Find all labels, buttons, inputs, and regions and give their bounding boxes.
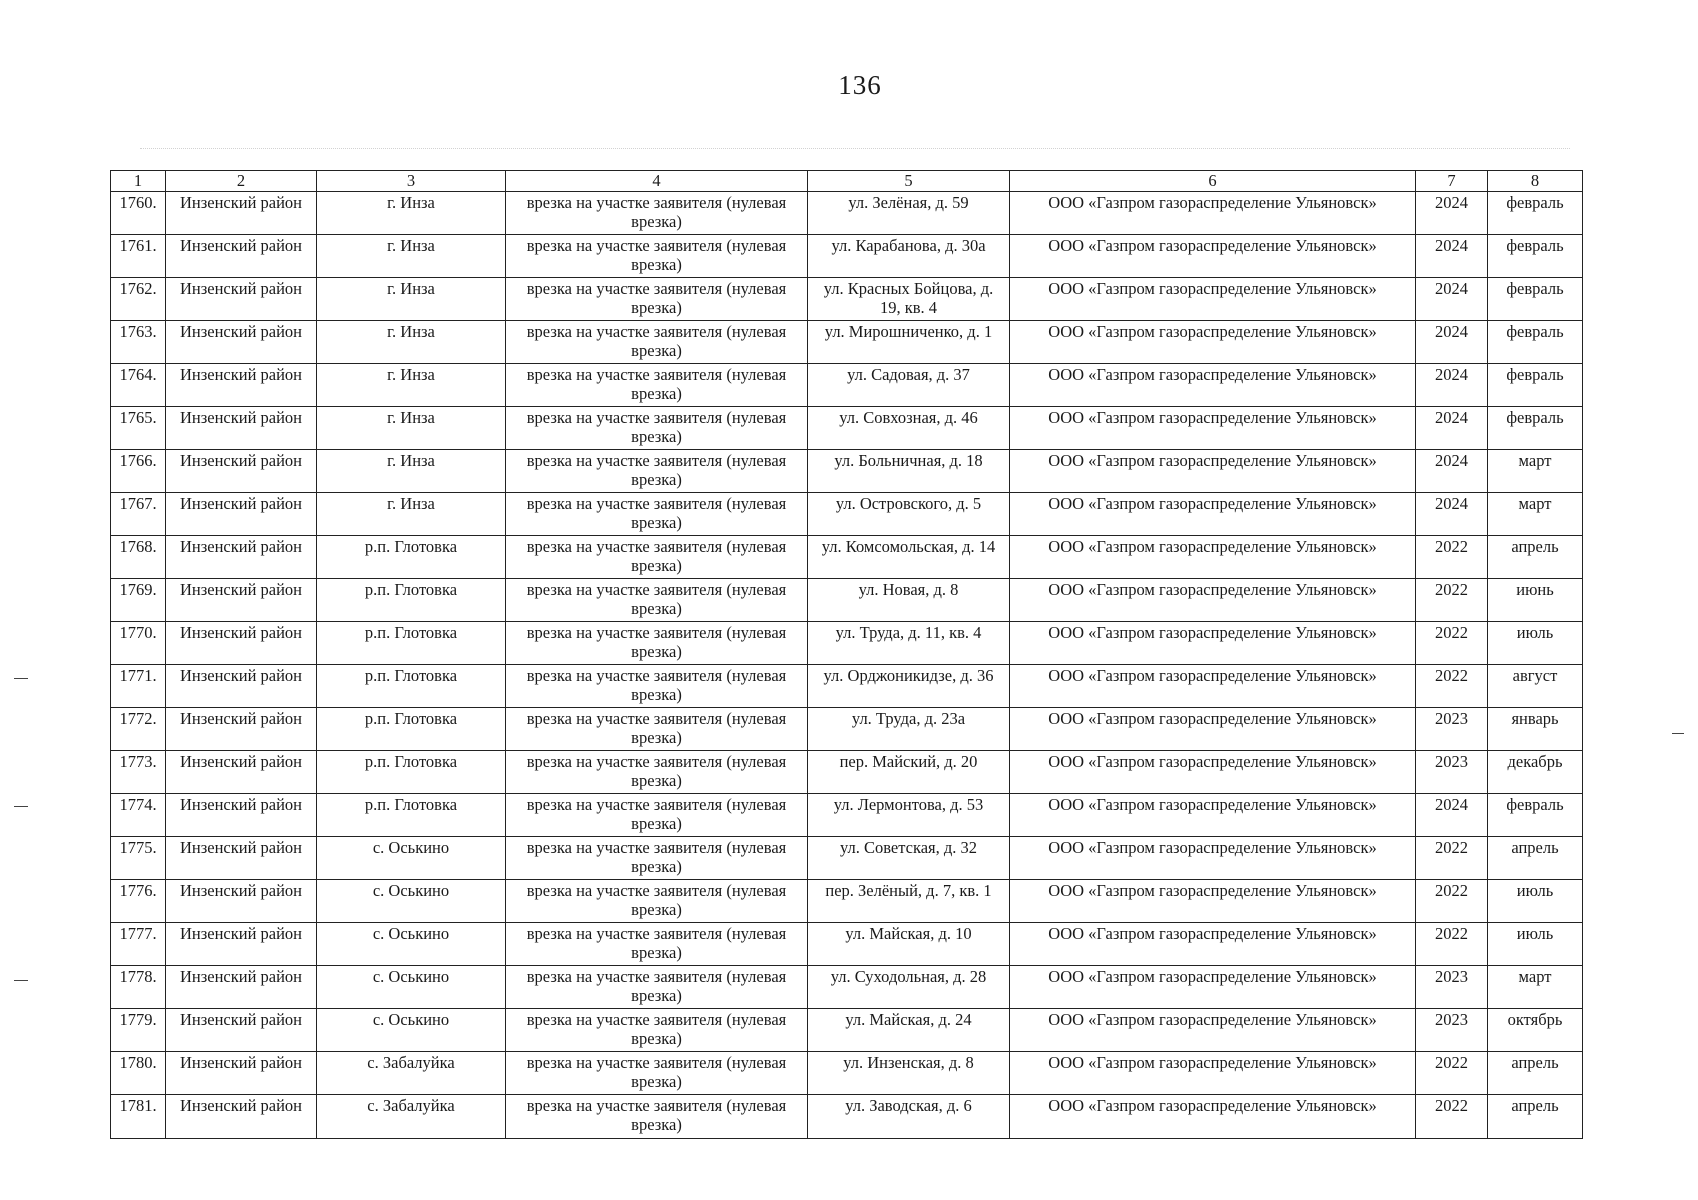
district-cell: Инзенский район [166,622,317,665]
district-cell: Инзенский район [166,450,317,493]
district-cell: Инзенский район [166,321,317,364]
row-number: 1761. [111,235,166,278]
organization-cell: ООО «Газпром газораспределение Ульяновск» [1010,579,1416,622]
district-cell: Инзенский район [166,278,317,321]
year-cell: 2022 [1416,1095,1488,1139]
row-number: 1778. [111,966,166,1009]
settlement-cell: г. Инза [317,450,506,493]
month-cell: февраль [1488,321,1583,364]
settlement-cell: г. Инза [317,278,506,321]
month-cell: февраль [1488,278,1583,321]
column-header-3: 3 [317,171,506,192]
table-row [111,1052,1583,1095]
column-header-6: 6 [1010,171,1416,192]
address-cell: пер. Майский, д. 20 [808,751,1010,794]
year-cell: 2023 [1416,966,1488,1009]
row-number: 1765. [111,407,166,450]
connection-type-cell: врезка на участке заявителя (нулевая врезка) [506,1009,808,1052]
row-number: 1777. [111,923,166,966]
table-row [111,837,1583,880]
address-cell: ул. Совхозная, д. 46 [808,407,1010,450]
table-row [111,235,1583,278]
district-cell: Инзенский район [166,880,317,923]
column-header-1: 1 [111,171,166,192]
row-number: 1775. [111,837,166,880]
month-cell: август [1488,665,1583,708]
address-cell: ул. Труда, д. 11, кв. 4 [808,622,1010,665]
table-row [111,923,1583,966]
row-number: 1770. [111,622,166,665]
table-row [111,1095,1583,1139]
organization-cell: ООО «Газпром газораспределение Ульяновск» [1010,665,1416,708]
row-number: 1774. [111,794,166,837]
table-row [111,880,1583,923]
year-cell: 2024 [1416,321,1488,364]
table-row [111,665,1583,708]
table-row [111,450,1583,493]
address-cell: ул. Инзенская, д. 8 [808,1052,1010,1095]
table-row [111,1009,1583,1052]
month-cell: март [1488,966,1583,1009]
connection-type-cell: врезка на участке заявителя (нулевая врезка) [506,622,808,665]
settlement-cell: р.п. Глотовка [317,708,506,751]
year-cell: 2024 [1416,278,1488,321]
connection-type-cell: врезка на участке заявителя (нулевая врезка) [506,1095,808,1139]
year-cell: 2023 [1416,751,1488,794]
connection-type-cell: врезка на участке заявителя (нулевая врезка) [506,235,808,278]
organization-cell: ООО «Газпром газораспределение Ульяновск» [1010,235,1416,278]
connection-type-cell: врезка на участке заявителя (нулевая врезка) [506,923,808,966]
scan-artifact-line [140,148,1570,161]
row-number: 1781. [111,1095,166,1139]
month-cell: июнь [1488,579,1583,622]
district-cell: Инзенский район [166,235,317,278]
settlement-cell: г. Инза [317,235,506,278]
table-row [111,192,1583,235]
year-cell: 2024 [1416,794,1488,837]
table-row [111,536,1583,579]
month-cell: октябрь [1488,1009,1583,1052]
row-number: 1760. [111,192,166,235]
table-row [111,751,1583,794]
district-cell: Инзенский район [166,966,317,1009]
row-number: 1763. [111,321,166,364]
organization-cell: ООО «Газпром газораспределение Ульяновск» [1010,966,1416,1009]
year-cell: 2023 [1416,1009,1488,1052]
connection-type-cell: врезка на участке заявителя (нулевая врезка) [506,966,808,1009]
month-cell: декабрь [1488,751,1583,794]
table-row [111,622,1583,665]
organization-cell: ООО «Газпром газораспределение Ульяновск» [1010,321,1416,364]
table-body [111,192,1583,1139]
table-row [111,407,1583,450]
address-cell: ул. Карабанова, д. 30а [808,235,1010,278]
month-cell: февраль [1488,192,1583,235]
page-number: 136 [838,70,882,100]
settlement-cell: г. Инза [317,321,506,364]
month-cell: июль [1488,622,1583,665]
table-row [111,321,1583,364]
year-cell: 2022 [1416,837,1488,880]
organization-cell: ООО «Газпром газораспределение Ульяновск» [1010,450,1416,493]
organization-cell: ООО «Газпром газораспределение Ульяновск» [1010,192,1416,235]
year-cell: 2022 [1416,880,1488,923]
connection-type-cell: врезка на участке заявителя (нулевая врезка) [506,751,808,794]
table-row [111,364,1583,407]
margin-mark [14,806,28,807]
settlement-cell: р.п. Глотовка [317,536,506,579]
year-cell: 2022 [1416,1052,1488,1095]
address-cell: ул. Комсомольская, д. 14 [808,536,1010,579]
address-cell: ул. Мирошниченко, д. 1 [808,321,1010,364]
table-row [111,794,1583,837]
settlement-cell: р.п. Глотовка [317,751,506,794]
district-cell: Инзенский район [166,536,317,579]
row-number: 1776. [111,880,166,923]
connection-type-cell: врезка на участке заявителя (нулевая врезка) [506,407,808,450]
organization-cell: ООО «Газпром газораспределение Ульяновск» [1010,622,1416,665]
address-cell: ул. Орджоникидзе, д. 36 [808,665,1010,708]
organization-cell: ООО «Газпром газораспределение Ульяновск» [1010,364,1416,407]
address-cell: ул. Суходольная, д. 28 [808,966,1010,1009]
year-cell: 2022 [1416,579,1488,622]
year-cell: 2024 [1416,364,1488,407]
district-cell: Инзенский район [166,364,317,407]
margin-mark [14,678,28,679]
connection-type-cell: врезка на участке заявителя (нулевая врезка) [506,837,808,880]
organization-cell: ООО «Газпром газораспределение Ульяновск» [1010,1009,1416,1052]
address-cell: ул. Майская, д. 10 [808,923,1010,966]
settlement-cell: с. Оськино [317,966,506,1009]
settlement-cell: с. Забалуйка [317,1095,506,1139]
column-header-7: 7 [1416,171,1488,192]
month-cell: июль [1488,880,1583,923]
settlement-cell: с. Оськино [317,1009,506,1052]
organization-cell: ООО «Газпром газораспределение Ульяновск» [1010,880,1416,923]
registry-table [110,170,1583,1139]
margin-mark [14,980,28,981]
month-cell: март [1488,450,1583,493]
connection-type-cell: врезка на участке заявителя (нулевая врезка) [506,278,808,321]
column-header-4: 4 [506,171,808,192]
year-cell: 2022 [1416,536,1488,579]
organization-cell: ООО «Газпром газораспределение Ульяновск» [1010,708,1416,751]
row-number: 1764. [111,364,166,407]
district-cell: Инзенский район [166,579,317,622]
district-cell: Инзенский район [166,708,317,751]
connection-type-cell: врезка на участке заявителя (нулевая врезка) [506,579,808,622]
year-cell: 2023 [1416,708,1488,751]
month-cell: февраль [1488,235,1583,278]
address-cell: ул. Советская, д. 32 [808,837,1010,880]
address-cell: ул. Красных Бойцова, д. 19, кв. 4 [808,278,1010,321]
settlement-cell: с. Оськино [317,880,506,923]
district-cell: Инзенский район [166,751,317,794]
table-row [111,966,1583,1009]
address-cell: пер. Зелёный, д. 7, кв. 1 [808,880,1010,923]
connection-type-cell: врезка на участке заявителя (нулевая врезка) [506,708,808,751]
month-cell: февраль [1488,364,1583,407]
address-cell: ул. Лермонтова, д. 53 [808,794,1010,837]
year-cell: 2024 [1416,235,1488,278]
row-number: 1768. [111,536,166,579]
district-cell: Инзенский район [166,794,317,837]
address-cell: ул. Садовая, д. 37 [808,364,1010,407]
year-cell: 2022 [1416,665,1488,708]
month-cell: июль [1488,923,1583,966]
settlement-cell: р.п. Глотовка [317,665,506,708]
address-cell: ул. Майская, д. 24 [808,1009,1010,1052]
settlement-cell: г. Инза [317,493,506,536]
settlement-cell: с. Оськино [317,837,506,880]
organization-cell: ООО «Газпром газораспределение Ульяновск» [1010,278,1416,321]
organization-cell: ООО «Газпром газораспределение Ульяновск» [1010,407,1416,450]
connection-type-cell: врезка на участке заявителя (нулевая врезка) [506,450,808,493]
row-number: 1771. [111,665,166,708]
month-cell: февраль [1488,794,1583,837]
year-cell: 2024 [1416,450,1488,493]
organization-cell: ООО «Газпром газораспределение Ульяновск» [1010,1052,1416,1095]
settlement-cell: г. Инза [317,364,506,407]
connection-type-cell: врезка на участке заявителя (нулевая врезка) [506,665,808,708]
organization-cell: ООО «Газпром газораспределение Ульяновск» [1010,837,1416,880]
year-cell: 2024 [1416,493,1488,536]
table-row [111,493,1583,536]
organization-cell: ООО «Газпром газораспределение Ульяновск» [1010,536,1416,579]
column-header-5: 5 [808,171,1010,192]
month-cell: январь [1488,708,1583,751]
organization-cell: ООО «Газпром газораспределение Ульяновск» [1010,751,1416,794]
row-number: 1762. [111,278,166,321]
district-cell: Инзенский район [166,192,317,235]
column-header-8: 8 [1488,171,1583,192]
settlement-cell: р.п. Глотовка [317,794,506,837]
year-cell: 2022 [1416,923,1488,966]
year-cell: 2022 [1416,622,1488,665]
address-cell: ул. Новая, д. 8 [808,579,1010,622]
district-cell: Инзенский район [166,493,317,536]
address-cell: ул. Больничная, д. 18 [808,450,1010,493]
row-number: 1767. [111,493,166,536]
organization-cell: ООО «Газпром газораспределение Ульяновск» [1010,794,1416,837]
row-number: 1773. [111,751,166,794]
header-row [111,171,1583,192]
address-cell: ул. Островского, д. 5 [808,493,1010,536]
row-number: 1769. [111,579,166,622]
connection-type-cell: врезка на участке заявителя (нулевая врезка) [506,880,808,923]
connection-type-cell: врезка на участке заявителя (нулевая врезка) [506,192,808,235]
row-number: 1779. [111,1009,166,1052]
row-number: 1766. [111,450,166,493]
table-row [111,708,1583,751]
connection-type-cell: врезка на участке заявителя (нулевая врезка) [506,1052,808,1095]
month-cell: апрель [1488,1095,1583,1139]
settlement-cell: г. Инза [317,407,506,450]
address-cell: ул. Труда, д. 23а [808,708,1010,751]
margin-mark [1672,733,1684,734]
year-cell: 2024 [1416,192,1488,235]
month-cell: март [1488,493,1583,536]
settlement-cell: р.п. Глотовка [317,579,506,622]
district-cell: Инзенский район [166,1009,317,1052]
connection-type-cell: врезка на участке заявителя (нулевая врезка) [506,536,808,579]
district-cell: Инзенский район [166,407,317,450]
address-cell: ул. Зелёная, д. 59 [808,192,1010,235]
table-row [111,278,1583,321]
year-cell: 2024 [1416,407,1488,450]
connection-type-cell: врезка на участке заявителя (нулевая врезка) [506,321,808,364]
row-number: 1780. [111,1052,166,1095]
settlement-cell: р.п. Глотовка [317,622,506,665]
month-cell: апрель [1488,536,1583,579]
connection-type-cell: врезка на участке заявителя (нулевая врезка) [506,794,808,837]
settlement-cell: с. Забалуйка [317,1052,506,1095]
column-header-2: 2 [166,171,317,192]
row-number: 1772. [111,708,166,751]
district-cell: Инзенский район [166,665,317,708]
organization-cell: ООО «Газпром газораспределение Ульяновск» [1010,1095,1416,1139]
organization-cell: ООО «Газпром газораспределение Ульяновск» [1010,493,1416,536]
organization-cell: ООО «Газпром газораспределение Ульяновск» [1010,923,1416,966]
connection-type-cell: врезка на участке заявителя (нулевая врезка) [506,493,808,536]
district-cell: Инзенский район [166,1095,317,1139]
month-cell: апрель [1488,837,1583,880]
district-cell: Инзенский район [166,923,317,966]
address-cell: ул. Заводская, д. 6 [808,1095,1010,1139]
month-cell: апрель [1488,1052,1583,1095]
connection-type-cell: врезка на участке заявителя (нулевая врезка) [506,364,808,407]
district-cell: Инзенский район [166,837,317,880]
district-cell: Инзенский район [166,1052,317,1095]
settlement-cell: г. Инза [317,192,506,235]
month-cell: февраль [1488,407,1583,450]
table-row [111,579,1583,622]
settlement-cell: с. Оськино [317,923,506,966]
